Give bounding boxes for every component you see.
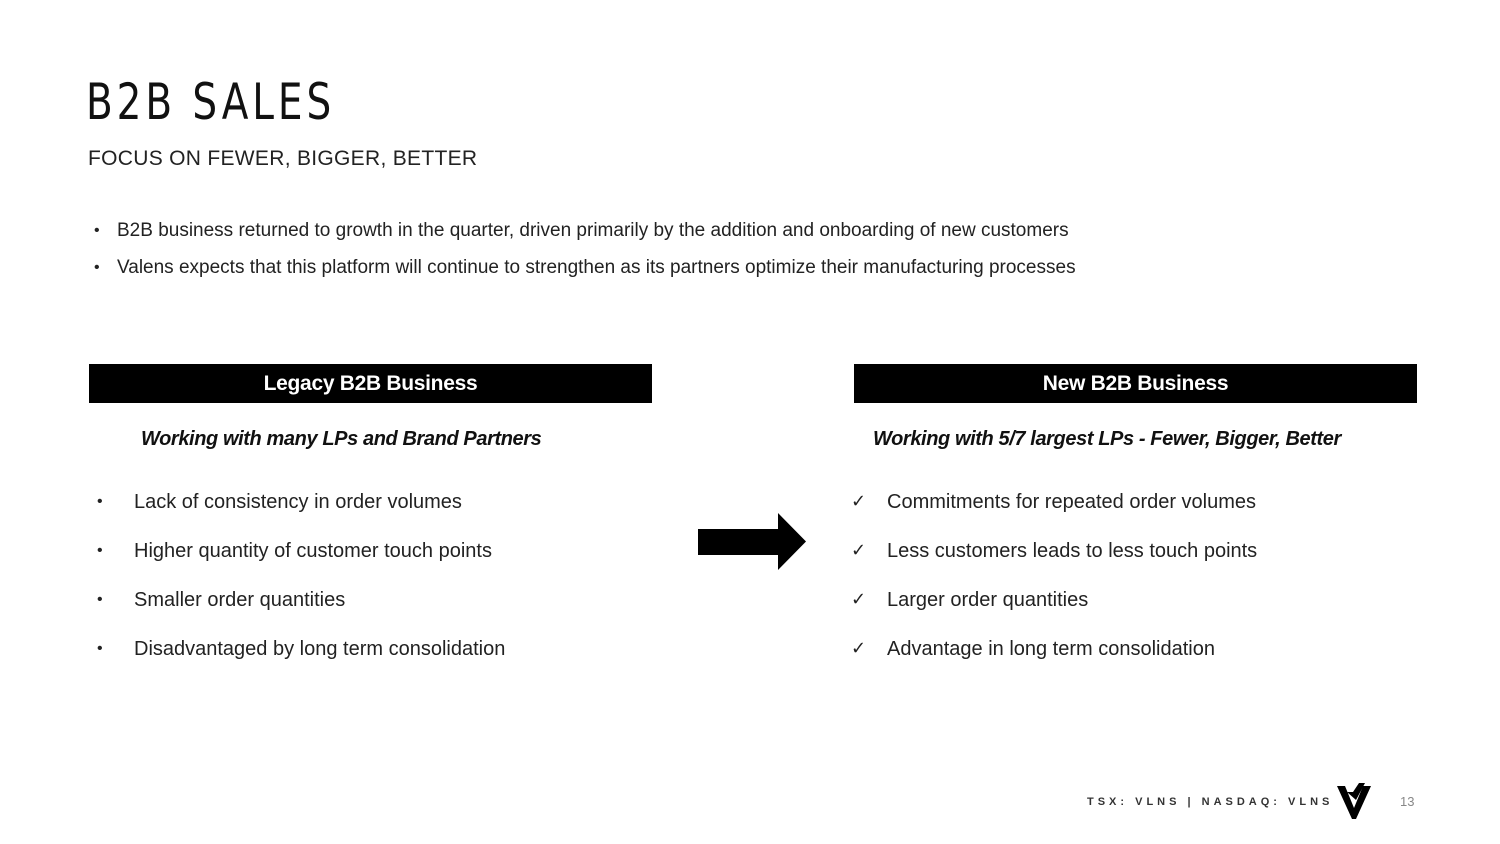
list-item-text: Less customers leads to less touch points — [887, 540, 1258, 562]
summary-bullet: • B2B business returned to growth in the quarter, driven primarily by the addition and onboarding of new customers — [94, 212, 1076, 249]
slide-subtitle: FOCUS ON FEWER, BIGGER, BETTER — [88, 147, 478, 170]
list-item — [97, 482, 505, 531]
bullet-icon: • — [97, 591, 103, 608]
list-item-text: Advantage in long term consolidation — [887, 638, 1215, 660]
legacy-business-subheading: Working with many LPs and Brand Partners — [141, 428, 542, 450]
list-item-text: Larger order quantities — [887, 589, 1089, 611]
list-item — [97, 629, 505, 678]
summary-bullet: • Valens expects that this platform will continue to strengthen as its partners optimize their manufacturing processes — [94, 249, 1076, 286]
page-number: 13 — [1400, 794, 1415, 809]
valens-v-logo — [1337, 783, 1371, 819]
list-item — [97, 580, 505, 629]
legacy-business-list — [97, 482, 505, 678]
checkmark-icon: ✓ — [851, 491, 867, 512]
bullet-icon: • — [97, 493, 103, 510]
new-business-list — [851, 482, 1257, 678]
list-item — [851, 531, 1257, 580]
summary-bullet-list — [94, 212, 1076, 286]
list-item — [97, 531, 505, 580]
ticker-footer: TSX: VLNS | NASDAQ: VLNS — [1087, 796, 1334, 808]
slide-title: B2B SALES — [86, 73, 336, 131]
list-item-text: Disadvantaged by long term consolidation — [134, 638, 506, 660]
bullet-icon: • — [97, 542, 103, 559]
bullet-icon: • — [97, 640, 103, 657]
list-item — [851, 629, 1257, 678]
checkmark-icon: ✓ — [851, 589, 867, 610]
new-business-subheading: Working with 5/7 largest LPs - Fewer, Bigger, Better — [873, 428, 1341, 450]
checkmark-icon: ✓ — [851, 638, 867, 659]
list-item-text: Lack of consistency in order volumes — [134, 491, 462, 513]
new-business-header: New B2B Business — [854, 364, 1417, 403]
right-arrow-icon — [698, 513, 806, 570]
list-item-text: Smaller order quantities — [134, 589, 346, 611]
list-item — [851, 482, 1257, 531]
checkmark-icon: ✓ — [851, 540, 867, 561]
legacy-business-header: Legacy B2B Business — [89, 364, 652, 403]
list-item-text: Commitments for repeated order volumes — [887, 491, 1257, 513]
list-item-text: Higher quantity of customer touch points — [134, 540, 492, 562]
list-item — [851, 580, 1257, 629]
